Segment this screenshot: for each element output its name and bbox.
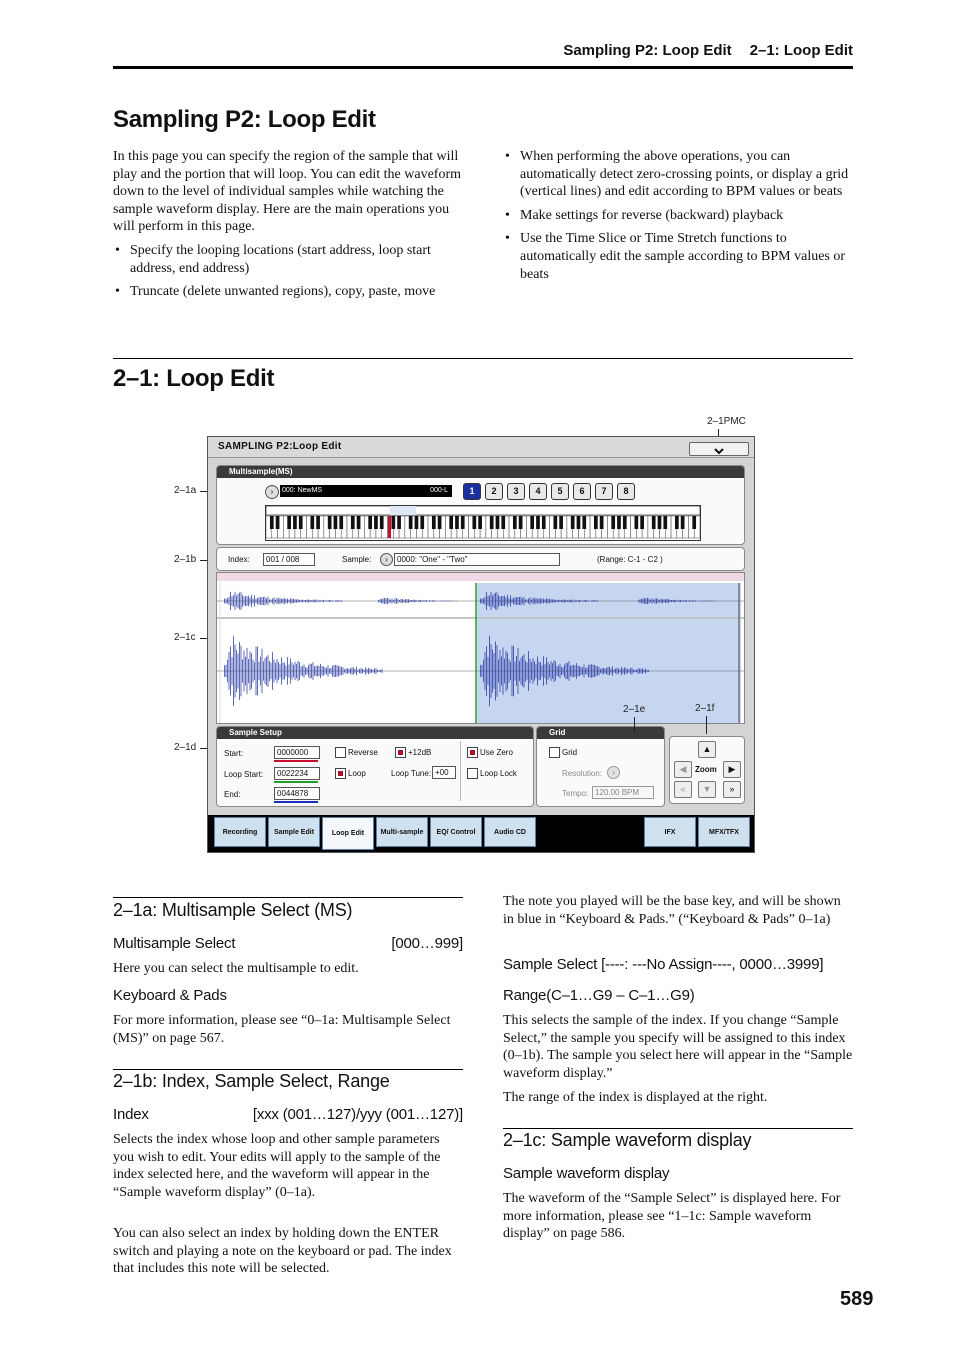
header-rule — [113, 66, 853, 69]
sample-select-field[interactable]: 0000: "One" - "Two" — [394, 553, 560, 566]
grid-checkbox[interactable] — [549, 747, 560, 758]
bullet-item: • When performing the above operations, you can automatically detect zero-crossing points, or display a grid (vertical lines) and edit according to BPM values or beats — [503, 148, 853, 201]
section-rule — [113, 897, 463, 898]
intro-bullets-right — [503, 148, 853, 283]
bullet-item: • Truncate (delete unwanted regions), copy, paste, move — [113, 283, 463, 301]
end-label: End: — [224, 790, 241, 799]
tab-mfx-tfx[interactable]: MFX/TFX — [698, 817, 750, 847]
boost-label: +12dB — [408, 748, 432, 757]
end-marker-color — [274, 801, 318, 803]
callout-2-1e: 2–1e — [623, 704, 646, 715]
zoom-in-vertical-button[interactable] — [698, 741, 716, 758]
pad-4-button[interactable]: 4 — [529, 483, 547, 500]
multisample-select-desc: Here you can select the multisample to edit. — [113, 961, 359, 976]
resolution-label: Resolution: — [562, 769, 603, 778]
double-right-icon: » — [729, 784, 735, 794]
tab-eq-control[interactable]: EQ/ Control — [430, 817, 482, 847]
index-param: Index — [113, 1106, 149, 1123]
start-marker-color — [274, 760, 318, 762]
loop-lock-checkbox[interactable] — [467, 768, 478, 779]
intro-paragraph: In this page you can specify the region of the sample that will play and the portion that will loop. You can edit the waveform down to the level of individual samples while watching the sample waveform display. Here are the main operations you will perform in this page. — [113, 149, 461, 235]
index-desc-1: Selects the index whose loop and other sample parameters you wish to edit. Your edits will apply to the sample of the index selected here, and the waveform will appear in the “Sample waveform display” (0–1a). — [113, 1132, 441, 1200]
arrow-down-icon: ▼ — [702, 784, 712, 794]
tab-loop-edit[interactable]: Loop Edit — [322, 817, 374, 850]
running-header-section: Sampling P2: Loop Edit — [563, 42, 732, 59]
page-title: 2–1: Loop Edit — [113, 365, 275, 392]
sample-waveform-display[interactable] — [216, 572, 745, 724]
section-2-1a-title: 2–1a: Multisample Select (MS) — [113, 900, 353, 920]
page-menu-button[interactable] — [689, 442, 749, 456]
loop-lock-label: Loop Lock — [480, 769, 517, 778]
loop-checkbox[interactable] — [335, 768, 346, 779]
arrow-up-icon: ▲ — [702, 744, 712, 754]
keyboard-pads-desc: For more information, please see “0–1a: Multisample Select (MS)” on page 567. — [113, 1013, 451, 1046]
pad-7-button[interactable]: 7 — [595, 483, 613, 500]
grid-panel — [536, 726, 665, 807]
tab-audio-cd[interactable]: Audio CD — [484, 817, 536, 847]
range-param: Range(C–1…G9 – C–1…G9) — [503, 987, 695, 1004]
multisample-select-field[interactable] — [280, 485, 452, 497]
range-value: (Range: C-1 - C2 ) — [597, 555, 663, 564]
section-2-1b-title: 2–1b: Index, Sample Select, Range — [113, 1071, 390, 1091]
multisample-value: 000: NewMS — [282, 487, 323, 494]
running-header — [113, 42, 853, 59]
zoom-label: Zoom — [695, 765, 717, 774]
intro-right-column — [503, 148, 853, 289]
loop-tune-field[interactable]: +00 — [432, 766, 456, 779]
index-desc-2: You can also select an index by holding down the ENTER switch and playing a note on the keyboard or pad. The index that includes this note will be selected. — [113, 1226, 452, 1277]
sample-popup-arrow[interactable]: › — [380, 553, 393, 566]
zoom-out-horizontal-button[interactable] — [674, 761, 692, 778]
zoom-out-vertical-button[interactable] — [698, 781, 716, 798]
multisample-popup-arrow[interactable]: › — [265, 485, 279, 499]
tempo-label: Tempo: — [562, 789, 589, 798]
end-field[interactable]: 0044878 — [274, 787, 320, 800]
keyboard-pads-param: Keyboard & Pads — [113, 987, 227, 1004]
reverse-label: Reverse — [348, 748, 378, 757]
loop-start-field[interactable]: 0022234 — [274, 767, 320, 780]
loop-tune-label: Loop Tune: — [391, 769, 432, 778]
sample-setup-panel — [216, 726, 534, 807]
pad-2-button[interactable]: 2 — [485, 483, 503, 500]
start-field[interactable]: 0000000 — [274, 746, 320, 759]
sample-select-param: Sample Select [----: ---No Assign----, 0000…3999] — [503, 956, 824, 973]
index-label: Index: — [228, 555, 250, 564]
multisample-select-range: [000…999] — [391, 935, 463, 952]
pad-6-button[interactable]: 6 — [573, 483, 591, 500]
boost-checkbox[interactable] — [395, 747, 406, 758]
callout-line — [706, 716, 707, 734]
tab-ifx[interactable]: IFX — [644, 817, 696, 847]
index-panel — [216, 547, 745, 571]
zoom-panel — [669, 736, 745, 804]
callout-2-1c: 2–1c — [174, 632, 196, 643]
intro-left-column — [113, 148, 463, 307]
callout-2-1a: 2–1a — [174, 485, 197, 496]
running-header-page: 2–1: Loop Edit — [749, 42, 853, 59]
keyboard-display[interactable] — [265, 505, 701, 541]
bullet-item: • Use the Time Slice or Time Stretch functions to automatically edit the sample according to BPM values or beats — [503, 230, 853, 283]
tab-sample-edit[interactable]: Sample Edit — [268, 817, 320, 847]
use-zero-label: Use Zero — [480, 748, 513, 757]
loop-start-marker-color — [274, 781, 318, 783]
pad-1-button[interactable]: 1 — [463, 483, 481, 500]
use-zero-checkbox[interactable] — [467, 747, 478, 758]
note-base-key-desc: The note you played will be the base key, and will be shown in blue in “Keyboard & Pads.” (“Keyboard & Pads” 0–1a) — [503, 894, 841, 927]
section-title: Sampling P2: Loop Edit — [113, 106, 376, 133]
tab-recording[interactable]: Recording — [214, 817, 266, 847]
section-2-1c-title: 2–1c: Sample waveform display — [503, 1130, 752, 1150]
section-rule — [503, 1128, 853, 1129]
bullet-item: • Make settings for reverse (backward) playback — [503, 207, 853, 225]
multisample-header: Multisample(MS) — [217, 466, 744, 478]
grid-header: Grid — [537, 727, 664, 739]
multisample-panel — [216, 465, 745, 545]
callout-line — [634, 717, 635, 733]
range-desc: The range of the index is displayed at the right. — [503, 1090, 768, 1105]
divider — [460, 741, 461, 801]
multisample-select-param: Multisample Select — [113, 935, 236, 952]
pad-8-button[interactable]: 8 — [617, 483, 635, 500]
scroll-end-button[interactable] — [723, 781, 741, 798]
sample-select-desc: This selects the sample of the index. If you change “Sample Select,” the sample you specify will be assigned to this index (0–1b). The sample you select here will appear in the “Sample waveform display.” — [503, 1013, 853, 1081]
loop-label: Loop — [348, 769, 366, 778]
resolution-popup-arrow[interactable]: › — [607, 766, 620, 779]
scroll-start-button[interactable] — [674, 781, 692, 798]
multisample-suffix: 000-L — [430, 487, 448, 494]
arrow-right-icon: ▶ — [728, 764, 736, 774]
arrow-left-icon: ◀ — [679, 764, 687, 774]
figure-id: 2–1PMC — [707, 416, 746, 427]
loop-start-label: Loop Start: — [224, 770, 264, 779]
callout-2-1d: 2–1d — [174, 742, 197, 753]
zoom-in-horizontal-button[interactable] — [723, 761, 741, 778]
double-left-icon: « — [680, 784, 686, 794]
index-range: [xxx (001…127)/yyy (001…127)] — [252, 1106, 463, 1123]
device-screen — [207, 436, 755, 853]
pad-3-button[interactable]: 3 — [507, 483, 525, 500]
start-label: Start: — [224, 749, 244, 758]
sample-setup-header: Sample Setup — [217, 727, 533, 739]
waveform-param: Sample waveform display — [503, 1165, 670, 1182]
screen-title-bar — [208, 437, 754, 458]
callout-2-1f: 2–1f — [695, 703, 715, 714]
intro-bullets-left — [113, 242, 463, 301]
pad-5-button[interactable]: 5 — [551, 483, 569, 500]
keyboard-keys — [266, 506, 700, 540]
sample-label: Sample: — [342, 555, 372, 564]
section-rule — [113, 1069, 463, 1070]
grid-label: Grid — [562, 748, 578, 757]
waveform-graph — [217, 573, 744, 723]
index-field[interactable]: 001 / 008 — [263, 553, 315, 566]
page-number: 589 — [840, 1288, 874, 1310]
bullet-item: • Specify the looping locations (start address, loop start address, end address) — [113, 242, 463, 277]
tab-multi-sample[interactable]: Multi-sample — [376, 817, 428, 847]
waveform-desc: The waveform of the “Sample Select” is displayed here. For more information, please see “1–1c: Sample waveform display” on page 586. — [503, 1191, 841, 1242]
callout-2-1b: 2–1b — [174, 554, 197, 565]
screen-title: SAMPLING P2:Loop Edit — [218, 441, 342, 452]
reverse-checkbox[interactable] — [335, 747, 346, 758]
chevron-down-icon — [713, 446, 725, 456]
tempo-field[interactable]: 120.00 BPM — [592, 786, 654, 799]
section-divider — [113, 358, 853, 359]
